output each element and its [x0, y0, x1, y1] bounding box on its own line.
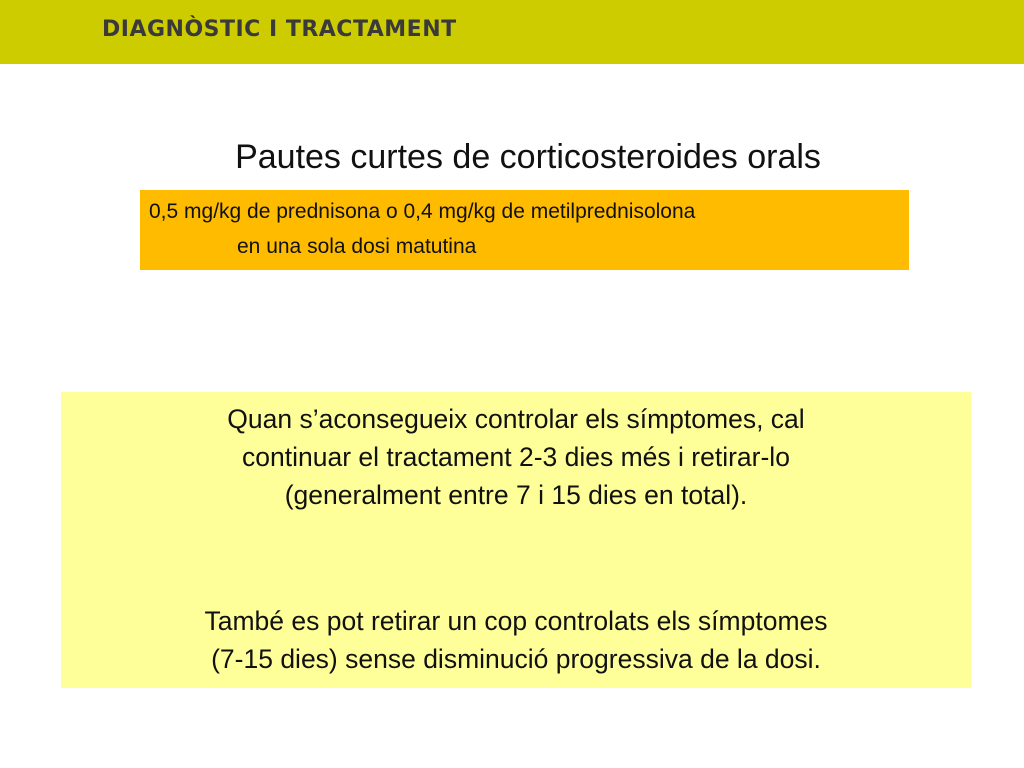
slide-title: Pautes curtes de corticosteroides orals [235, 138, 821, 176]
note-paragraph-1-line-3: (generalment entre 7 i 15 dies en total). [284, 480, 748, 510]
note-paragraph-1 [61, 400, 971, 514]
note-paragraph-2-line-2: (7-15 dies) sense disminució progressiva de la dosi. [211, 644, 821, 674]
note-box [61, 392, 971, 688]
dose-box [140, 190, 909, 270]
note-paragraph-2-line-1: També es pot retirar un cop controlats els símptomes [204, 606, 828, 636]
note-paragraph-1-line-1: Quan s’aconsegueix controlar els símptomes, cal [227, 404, 805, 434]
dose-line-1: 0,5 mg/kg de prednisona o 0,4 mg/kg de metilprednisolona [149, 200, 696, 223]
dose-line-2: en una sola dosi matutina [237, 235, 477, 258]
header-title: DIAGNÒSTIC I TRACTAMENT [102, 17, 457, 42]
header-bar [0, 0, 1024, 64]
note-paragraph-2 [61, 602, 971, 678]
note-paragraph-1-line-2: continuar el tractament 2-3 dies més i retirar-lo [242, 442, 790, 472]
